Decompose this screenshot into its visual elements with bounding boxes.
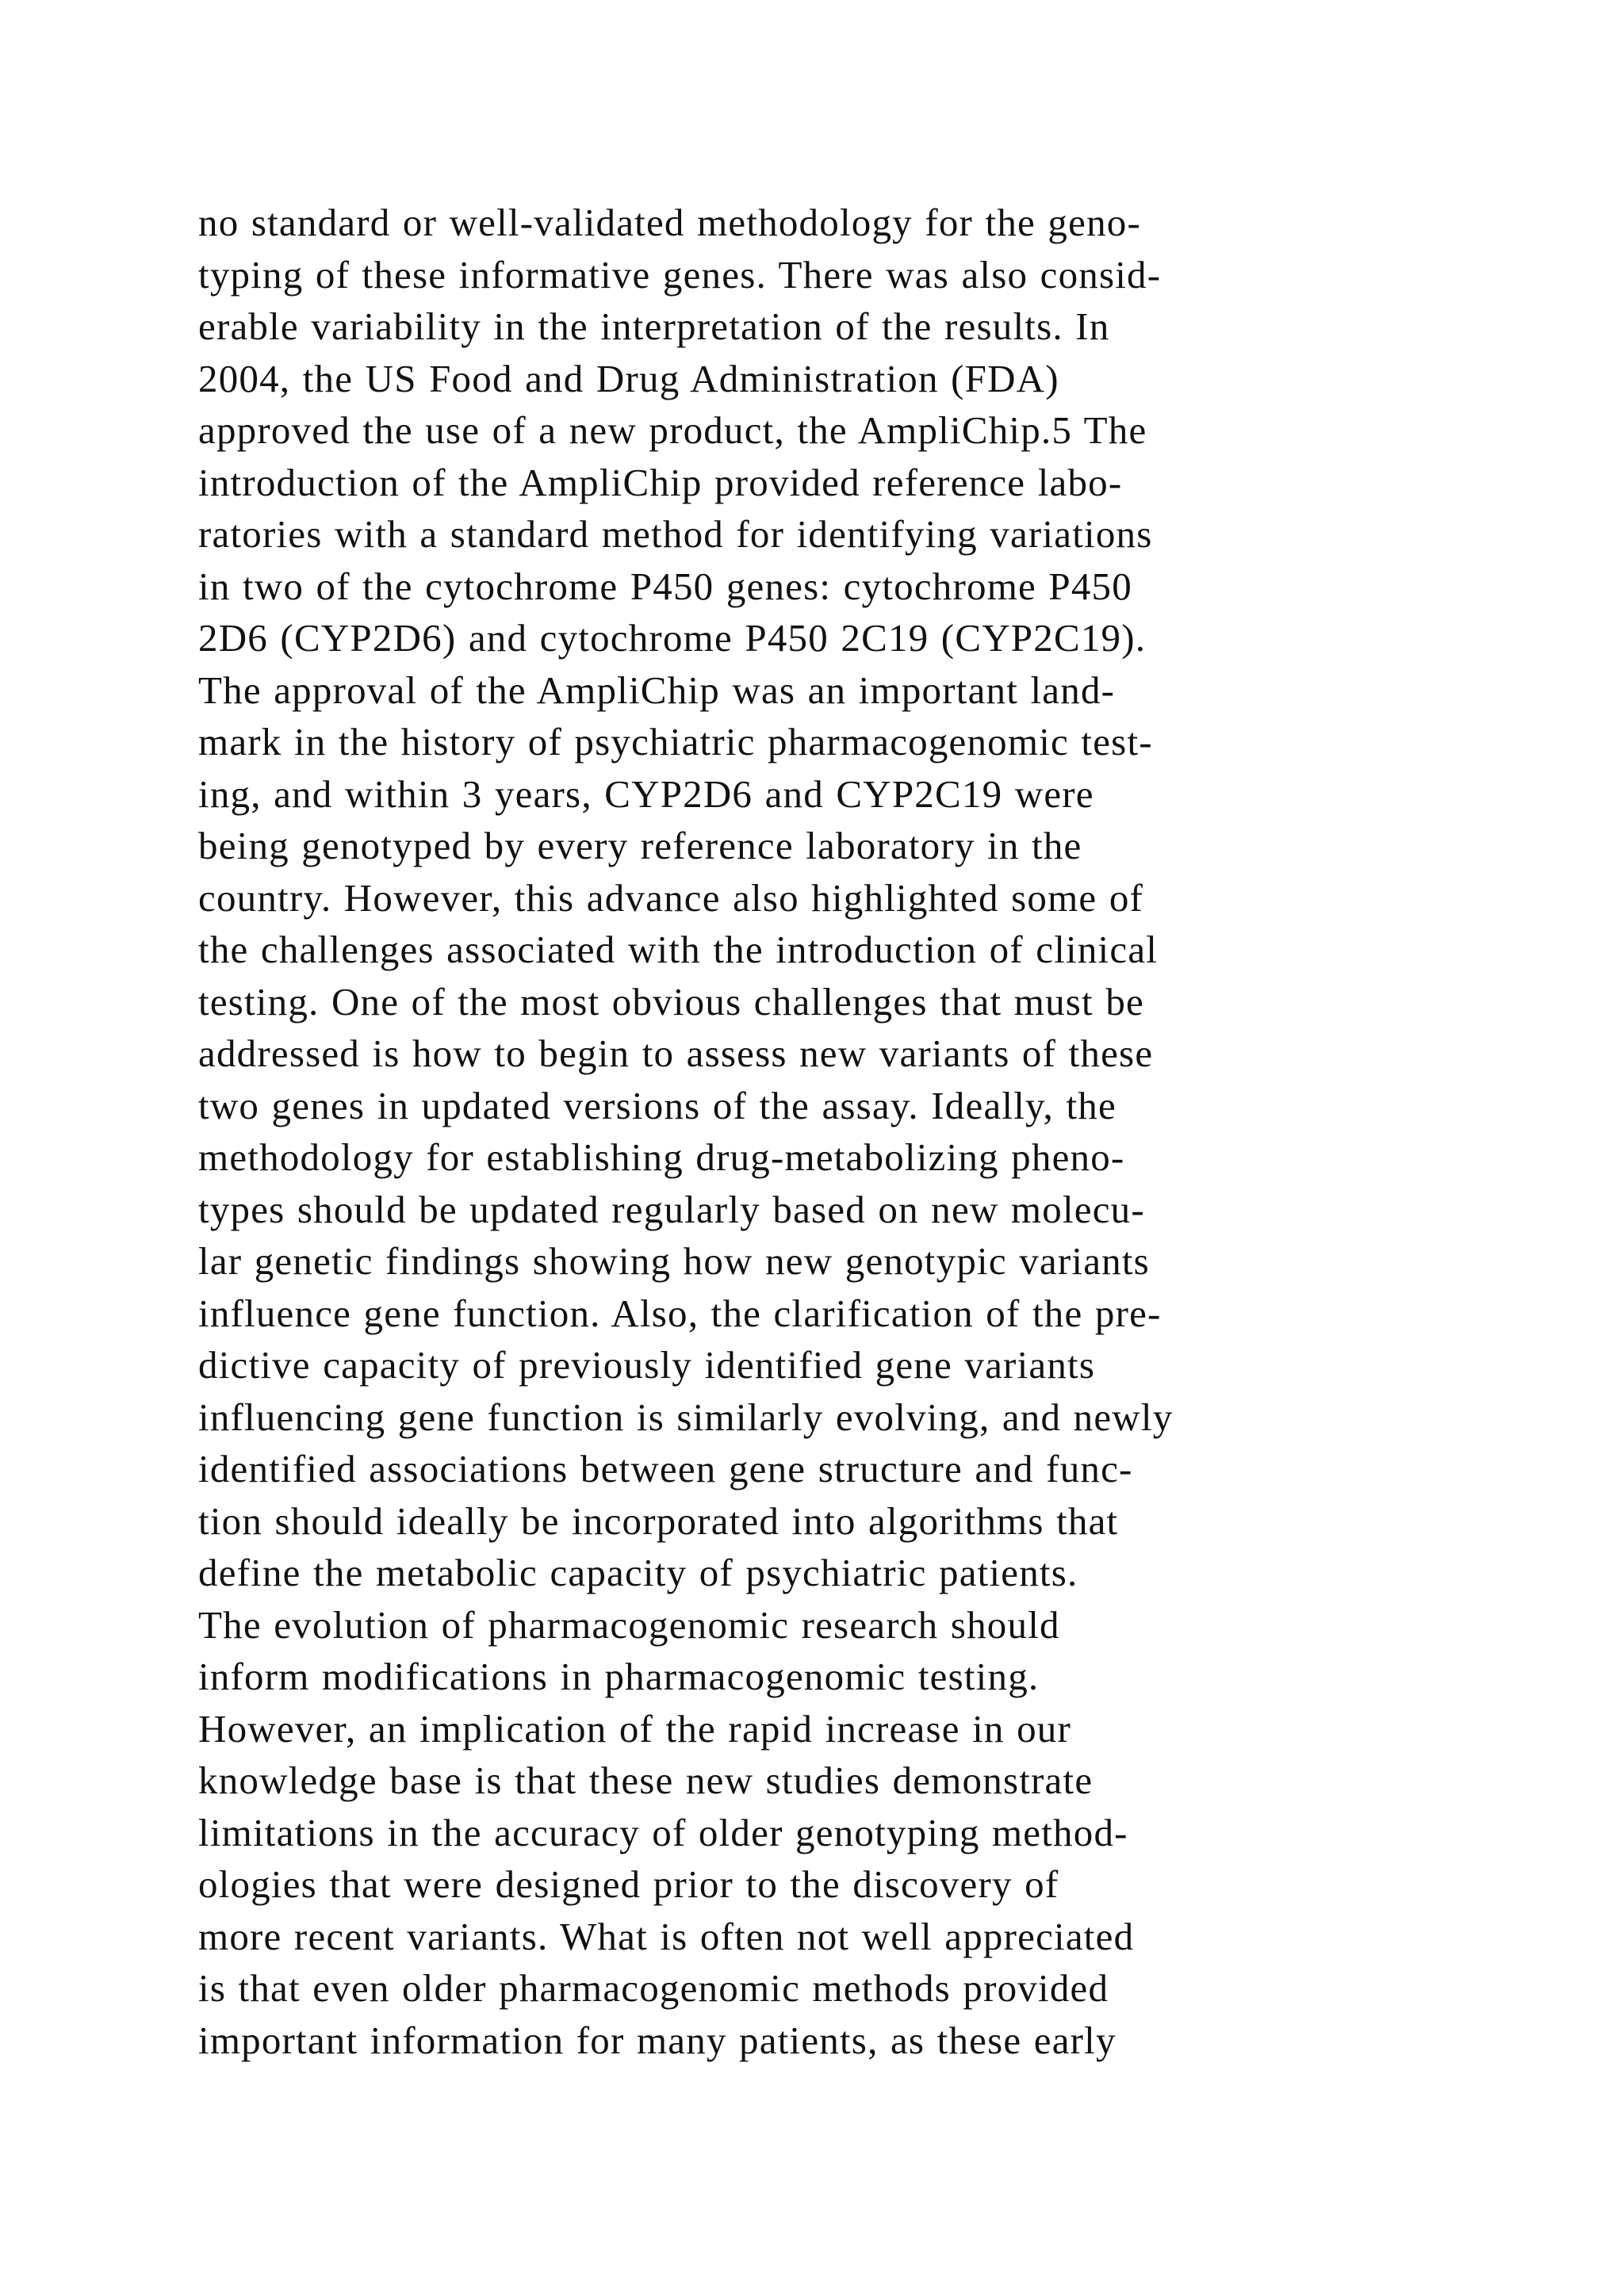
text-line: influence gene function. Also, the clarification of the pre- — [198, 1291, 1162, 1335]
text-line: being genotyped by every reference laboratory in the — [198, 824, 1082, 867]
text-line: However, an implication of the rapid increase in our — [198, 1706, 1071, 1751]
text-line: mark in the history of psychiatric pharmacogenomic test- — [198, 720, 1153, 763]
text-line: ing, and within 3 years, CYP2D6 and CYP2C19 were — [198, 771, 1094, 816]
text-line: methodology for establishing drug-metabolizing pheno- — [198, 1135, 1125, 1179]
text-line: knowledge base is that these new studies demonstrate — [198, 1758, 1094, 1802]
body-text — [198, 197, 1546, 2066]
text-line: The evolution of pharmacogenomic research should — [198, 1602, 1060, 1647]
text-line: 2004, the US Food and Drug Administration (FDA) — [198, 356, 1059, 400]
text-line: lar genetic findings showing how new genotypic variants — [198, 1239, 1150, 1283]
text-line: The approval of the AmpliChip was an important land- — [198, 668, 1116, 712]
text-line: influencing gene function is similarly evolving, and newly — [198, 1395, 1174, 1439]
text-line: identified associations between gene structure and func- — [198, 1447, 1133, 1490]
text-line: typing of these informative genes. There was also consid- — [198, 252, 1162, 297]
text-line: inform modifications in pharmacogenomic testing. — [198, 1655, 1040, 1698]
text-line: addressed is how to begin to assess new variants of these — [198, 1031, 1154, 1075]
text-line: ologies that were designed prior to the discovery of — [198, 1862, 1059, 1906]
text-line: types should be updated regularly based on new molecu- — [198, 1187, 1145, 1231]
text-line: tion should ideally be incorporated into algorithms that — [198, 1498, 1119, 1543]
text-line: in two of the cytochrome P450 genes: cytochrome P450 — [198, 564, 1132, 608]
text-line: 2D6 (CYP2D6) and cytochrome P450 2C19 (CYP2C19). — [198, 616, 1147, 660]
text-line: ratories with a standard method for identifying variations — [198, 512, 1153, 556]
text-line: is that even older pharmacogenomic methods provided — [198, 1966, 1109, 2010]
text-line: limitations in the accuracy of older genotyping method- — [198, 1810, 1128, 1854]
text-line: dictive capacity of previously identified gene variants — [198, 1343, 1096, 1387]
text-line: more recent variants. What is often not well appreciated — [198, 1914, 1135, 1958]
text-line: no standard or well-validated methodology for the geno- — [198, 201, 1141, 244]
text-line: define the metabolic capacity of psychiatric patients. — [198, 1551, 1078, 1594]
text-line: erable variability in the interpretation of the results. In — [198, 304, 1110, 348]
text-line: approved the use of a new product, the AmpliChip.5 The — [198, 408, 1147, 452]
text-line: testing. One of the most obvious challenges that must be — [198, 979, 1144, 1024]
text-line: two genes in updated versions of the assay. Ideally, the — [198, 1083, 1116, 1127]
text-line: important information for many patients, as these early — [198, 2018, 1116, 2062]
text-line: the challenges associated with the introduction of clinical — [198, 928, 1159, 971]
text-line: introduction of the AmpliChip provided reference labo- — [198, 460, 1123, 504]
text-line: country. However, this advance also highlighted some of — [198, 875, 1144, 920]
